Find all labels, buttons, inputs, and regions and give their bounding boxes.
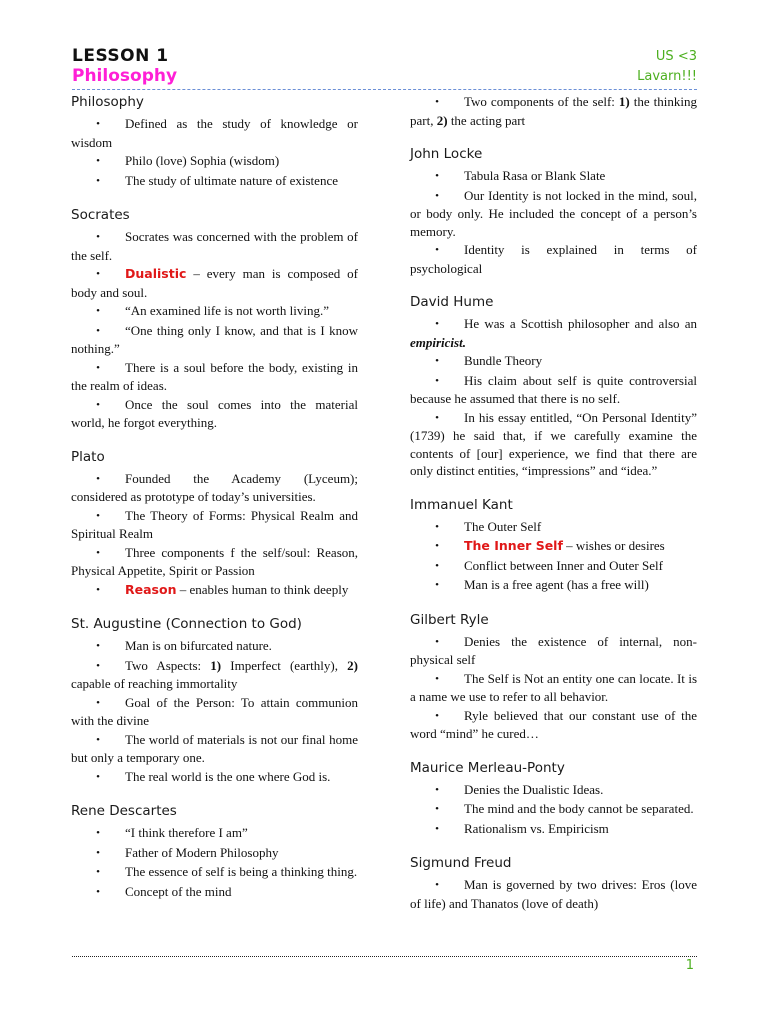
section-descartes-continued — [410, 93, 697, 129]
list-item: • Philo (love) Sophia (wisdom) — [71, 152, 358, 171]
bullet-icon: • — [96, 509, 100, 522]
list-item: • Our Identity is not locked in the mind, soul, or body only. He included the concept of a person’s memory. — [410, 187, 697, 239]
list-item: • The Self is Not an entity one can locate. It is a name we use to refer to all behavior. — [410, 670, 697, 704]
list-item: • Dualistic – every man is composed of body and soul. — [71, 266, 358, 300]
list-item: • Three components f the self/soul: Reason, Physical Appetite, Spirit or Passion — [71, 544, 358, 578]
bullet-icon: • — [435, 672, 439, 685]
bullet-icon: • — [96, 305, 100, 317]
list-item: • “One thing only I know, and that is I know nothing.” — [71, 322, 358, 356]
section-title: Maurice Merleau-Ponty — [410, 759, 565, 776]
list-item: • The mind and the body cannot be separated. — [410, 800, 697, 819]
list-item: • Concept of the mind — [71, 883, 358, 902]
list-item: • Defined as the study of knowledge or wisdom — [71, 116, 358, 150]
list-item: • The Outer Self — [410, 518, 697, 537]
bullet-icon: • — [435, 540, 439, 552]
bullet-icon: • — [96, 696, 100, 709]
bullet-icon: • — [435, 189, 439, 202]
bullet-icon: • — [96, 583, 100, 596]
bullet-icon: • — [435, 822, 439, 835]
list-item: • Denies the existence of internal, non-physical self — [410, 633, 697, 667]
list-item: • Reason – enables human to think deeply — [71, 581, 358, 600]
section-title: Immanuel Kant — [410, 496, 513, 513]
bullet-icon: • — [435, 520, 439, 533]
emphasis-term: The Inner Self — [464, 538, 563, 553]
bullet-icon: • — [96, 770, 100, 783]
list-item: • His claim about self is quite controversial because he assumed that there is no self. — [410, 372, 697, 406]
section-philosophy — [71, 93, 358, 190]
page-number: 1 — [685, 958, 694, 973]
bullet-icon: • — [96, 827, 100, 839]
list-item: • Man is governed by two drives: Eros (love of life) and Thanatos (love of death) — [410, 877, 697, 911]
section-title: Gilbert Ryle — [410, 611, 489, 628]
bullet-icon: • — [96, 659, 100, 672]
list-item: • Founded the Academy (Lyceum); considered as prototype of today’s universities. — [71, 470, 358, 504]
list-item: • Man is a free agent (has a free will) — [410, 576, 697, 595]
section-freud — [410, 854, 697, 912]
bullet-icon: • — [96, 174, 100, 187]
footer-divider — [72, 956, 697, 957]
bullet-icon: • — [435, 803, 439, 815]
list-item: • “I think therefore I am” — [71, 824, 358, 843]
list-item: • Rationalism vs. Empiricism — [410, 820, 697, 839]
list-item: • Father of Modern Philosophy — [71, 844, 358, 863]
page-header — [72, 44, 697, 92]
list-item: • He was a Scottish philosopher and also an empiricist. — [410, 316, 697, 350]
bullet-icon: • — [96, 118, 100, 130]
list-item: • In his essay entitled, “On Personal Identity” (1739) he said that, if we carefully examine the contents of [our] experience, we find that there are only distinct entities, “impressions” and “idea.” — [410, 409, 697, 478]
section-hume — [410, 293, 697, 480]
subject-title: Philosophy — [72, 66, 178, 86]
bullet-icon: • — [435, 318, 439, 330]
section-title: Philosophy — [71, 94, 144, 110]
list-item: • Socrates was concerned with the problem of the self. — [71, 229, 358, 263]
bullet-icon: • — [96, 361, 100, 374]
list-item: • Man is on bifurcated nature. — [71, 637, 358, 656]
list-item: • Denies the Dualistic Ideas. — [410, 781, 697, 800]
section-title: John Locke — [410, 146, 483, 162]
section-title: Socrates — [71, 207, 130, 223]
list-item: • “An examined life is not worth living.” — [71, 302, 358, 321]
header-note-bottom: Lavarn!!! — [637, 69, 697, 84]
list-item: • The study of ultimate nature of existence — [71, 172, 358, 191]
list-item: • Conflict between Inner and Outer Self — [410, 557, 697, 576]
section-title: Plato — [71, 448, 105, 465]
list-item: • Once the soul comes into the material world, he forgot everything. — [71, 396, 358, 430]
list-item: • Ryle believed that our constant use of the word “mind” he cured… — [410, 707, 697, 741]
section-merleau-ponty — [410, 759, 697, 839]
bullet-icon: • — [96, 846, 100, 859]
emphasis-term: Dualistic — [125, 266, 187, 281]
bullet-icon: • — [435, 559, 439, 572]
bullet-icon: • — [435, 411, 439, 424]
section-title: St. Augustine (Connection to God) — [71, 616, 302, 632]
list-item: • The Inner Self – wishes or desires — [410, 537, 697, 556]
list-item: • Identity is explained in terms of psychological — [410, 242, 697, 276]
bullet-icon: • — [435, 170, 439, 182]
bullet-icon: • — [435, 709, 439, 722]
bullet-icon: • — [96, 324, 100, 337]
section-augustine — [71, 615, 358, 786]
list-item: • There is a soul before the body, existing in the realm of ideas. — [71, 359, 358, 393]
list-item: • The essence of self is being a thinking thing. — [71, 863, 358, 882]
bullet-icon: • — [96, 546, 100, 559]
bullet-icon: • — [96, 268, 100, 280]
bullet-icon: • — [96, 733, 100, 746]
bullet-icon: • — [435, 579, 439, 591]
bullet-icon: • — [96, 640, 100, 652]
section-descartes — [71, 802, 358, 901]
bullet-icon: • — [96, 885, 100, 898]
list-item: • Bundle Theory — [410, 352, 697, 371]
emphasis-term: Reason — [125, 581, 177, 597]
bullet-icon: • — [435, 374, 439, 387]
section-kant — [410, 496, 697, 595]
bullet-icon: • — [96, 155, 100, 167]
bullet-icon: • — [435, 783, 439, 796]
section-ryle — [410, 611, 697, 743]
bullet-icon: • — [435, 355, 439, 367]
section-title: David Hume — [410, 294, 494, 310]
section-locke — [410, 145, 697, 277]
emphasis-term: empiricist. — [410, 334, 466, 350]
bullet-icon: • — [435, 635, 439, 648]
list-item: • Two components of the self: 1) the thinking part, 2) the acting part — [410, 94, 697, 128]
bullet-icon: • — [435, 244, 439, 256]
section-socrates — [71, 206, 358, 432]
list-item: • Goal of the Person: To attain communion with the divine — [71, 694, 358, 728]
bullet-icon: • — [435, 879, 439, 891]
list-item: • Tabula Rasa or Blank Slate — [410, 167, 697, 186]
bullet-icon: • — [435, 96, 439, 108]
bullet-icon: • — [96, 472, 100, 485]
header-note-top: US <3 — [655, 49, 697, 64]
lesson-title: LESSON 1 — [72, 46, 169, 66]
bullet-icon: • — [96, 398, 100, 411]
bullet-icon: • — [96, 231, 100, 243]
left-column — [71, 93, 358, 917]
list-item: • Two Aspects: 1) Imperfect (earthly), 2) capable of reaching immortality — [71, 657, 358, 691]
list-item: • The Theory of Forms: Physical Realm and Spiritual Realm — [71, 507, 358, 541]
header-divider — [72, 89, 697, 90]
bullet-icon: • — [96, 866, 100, 878]
list-item: • The real world is the one where God is. — [71, 768, 358, 787]
list-item: • The world of materials is not our final home but only a temporary one. — [71, 731, 358, 765]
right-column — [410, 93, 697, 928]
section-plato — [71, 448, 358, 600]
section-title: Sigmund Freud — [410, 855, 512, 871]
section-title: Rene Descartes — [71, 803, 177, 819]
